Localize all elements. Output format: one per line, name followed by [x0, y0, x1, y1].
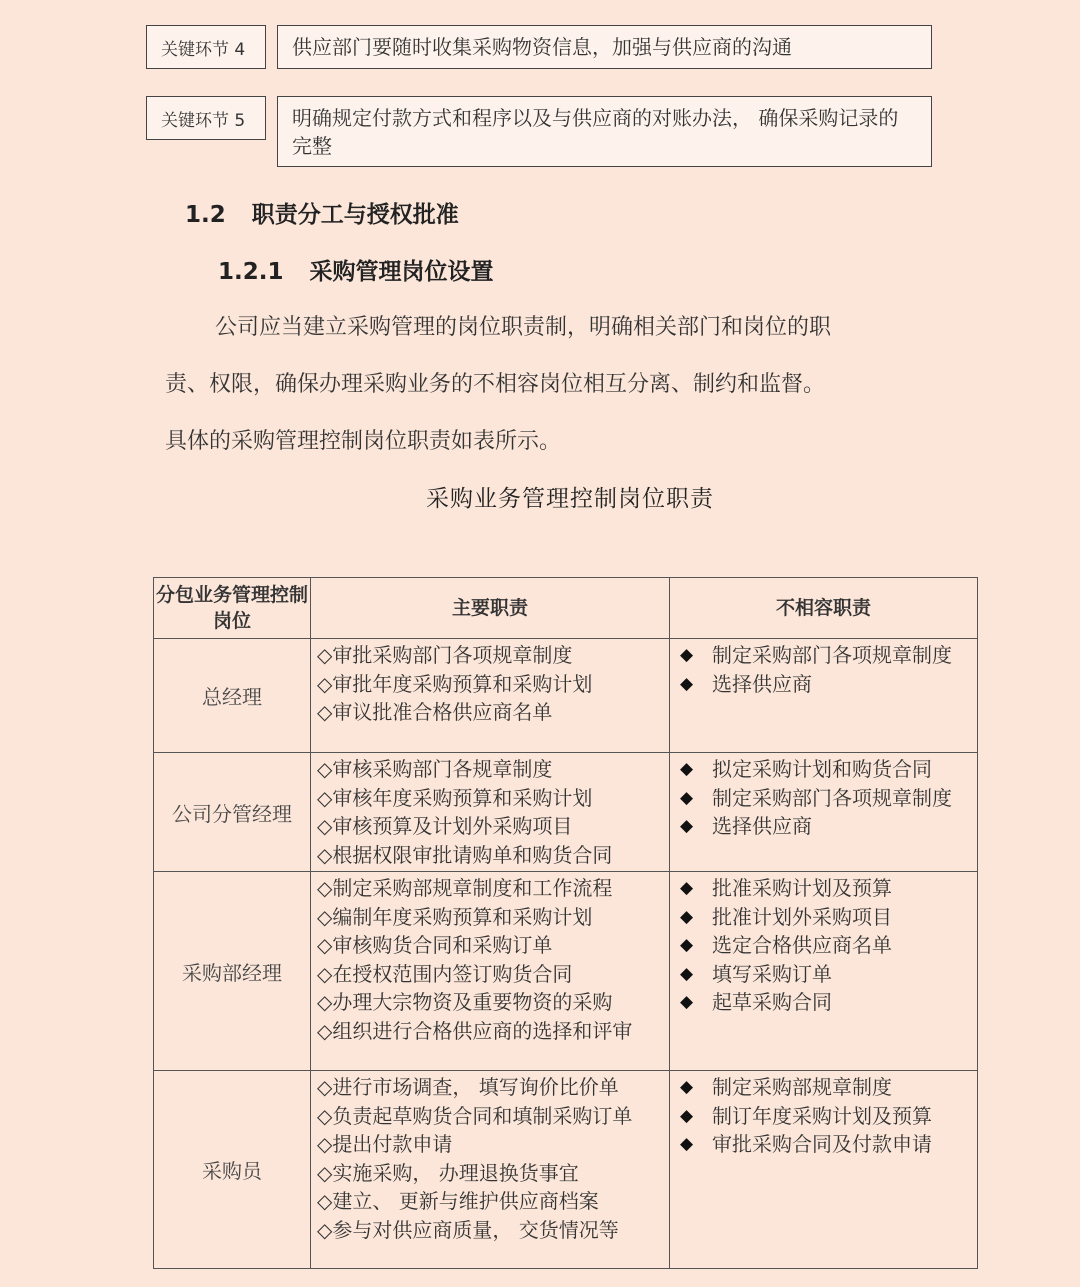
key-step-5-text: 明确规定付款方式和程序以及与供应商的对账办法， 确保采购记录的完整	[277, 96, 932, 167]
header-position: 分包业务管理控制岗位	[154, 578, 311, 639]
subsection-title: 采购管理岗位设置	[309, 259, 494, 285]
table-header-row	[154, 578, 978, 639]
table-row	[154, 639, 978, 753]
duties-cell	[311, 753, 670, 872]
incompatible-cell	[670, 1071, 978, 1269]
duty-item: ◇审议批准合格供应商名单	[317, 700, 553, 724]
position-cell: 采购员	[154, 1071, 311, 1269]
key-step-4-text: 供应部门要随时收集采购物资信息，加强与供应商的沟通	[277, 25, 932, 69]
duty-item: ◇建立、 更新与维护供应商档案	[317, 1189, 599, 1213]
incompatible-cell	[670, 639, 978, 753]
table-row	[154, 753, 978, 872]
duty-item: ◇提出付款申请	[317, 1132, 453, 1156]
paragraph-line-3: 具体的采购管理控制岗位职责如表所示。	[165, 429, 562, 454]
key-step-5-label: 关键环节 5	[146, 96, 266, 140]
header-incompatible-duties: 不相容职责	[670, 578, 978, 639]
subsection-number: 1.2.1	[218, 259, 284, 285]
incompatible-item: ◆ 批准计划外采购项目	[678, 903, 969, 932]
duty-item: ◇负责起草购货合同和填制采购订单	[317, 1103, 633, 1128]
position-cell: 采购部经理	[154, 872, 311, 1071]
duty-item: ◇审核采购部门各规章制度	[317, 757, 553, 781]
section-number: 1.2	[185, 202, 226, 228]
paragraph-line-2: 责、权限，确保办理采购业务的不相容岗位相互分离、制约和监督。	[165, 372, 826, 397]
table-row	[154, 872, 978, 1071]
incompatible-item: ◆ 制订年度采购计划及预算	[678, 1102, 969, 1131]
position-cell: 总经理	[154, 639, 311, 753]
paragraph-line-1: 公司应当建立采购管理的岗位职责制，明确相关部门和岗位的职	[215, 315, 832, 340]
table-title: 采购业务管理控制岗位职责	[426, 486, 714, 512]
incompatible-item: ◆ 审批采购合同及付款申请	[678, 1130, 969, 1159]
duty-item: ◇编制年度采购预算和采购计划	[317, 904, 593, 929]
incompatible-item: ◆ 拟定采购计划和购货合同	[678, 755, 969, 784]
incompatible-item: ◆ 选择供应商	[678, 670, 969, 699]
incompatible-item: ◆ 制定采购部门各项规章制度	[678, 784, 969, 813]
incompatible-item: ◆ 起草采购合同	[678, 988, 969, 1017]
duties-table	[153, 577, 978, 1269]
section-heading	[185, 196, 459, 229]
header-main-duties: 主要职责	[311, 578, 670, 639]
incompatible-item: ◆ 填写采购订单	[678, 960, 969, 989]
duty-item: ◇制定采购部规章制度和工作流程	[317, 876, 613, 900]
duty-item: ◇实施采购， 办理退换货事宜	[317, 1160, 579, 1185]
duty-item: ◇在授权范围内签订购货合同	[317, 961, 573, 986]
duty-item: ◇审核年度采购预算和采购计划	[317, 785, 593, 810]
incompatible-cell	[670, 872, 978, 1071]
incompatible-item: ◆ 制定采购部门各项规章制度	[678, 641, 969, 670]
key-step-4-label: 关键环节 4	[146, 25, 266, 69]
duty-item: ◇审批采购部门各项规章制度	[317, 643, 573, 667]
incompatible-item: ◆ 制定采购部规章制度	[678, 1073, 969, 1102]
duty-item: ◇审批年度采购预算和采购计划	[317, 671, 593, 696]
duty-item: ◇进行市场调查， 填写询价比价单	[317, 1075, 619, 1099]
section-title: 职责分工与授权批准	[251, 202, 459, 228]
subsection-heading	[218, 253, 494, 286]
duties-cell	[311, 1071, 670, 1269]
position-cell: 公司分管经理	[154, 753, 311, 872]
duty-item: ◇组织进行合格供应商的选择和评审	[317, 1018, 633, 1043]
incompatible-item: ◆ 选定合格供应商名单	[678, 931, 969, 960]
incompatible-item: ◆ 选择供应商	[678, 812, 969, 841]
incompatible-item: ◆ 批准采购计划及预算	[678, 874, 969, 903]
duties-cell	[311, 639, 670, 753]
duty-item: ◇办理大宗物资及重要物资的采购	[317, 990, 613, 1014]
duty-item: ◇审核预算及计划外采购项目	[317, 814, 573, 838]
duty-item: ◇参与对供应商质量， 交货情况等	[317, 1217, 619, 1242]
duties-cell	[311, 872, 670, 1071]
incompatible-cell	[670, 753, 978, 872]
duty-item: ◇审核购货合同和采购订单	[317, 933, 553, 957]
table-row	[154, 1071, 978, 1269]
duty-item: ◇根据权限审批请购单和购货合同	[317, 842, 613, 867]
